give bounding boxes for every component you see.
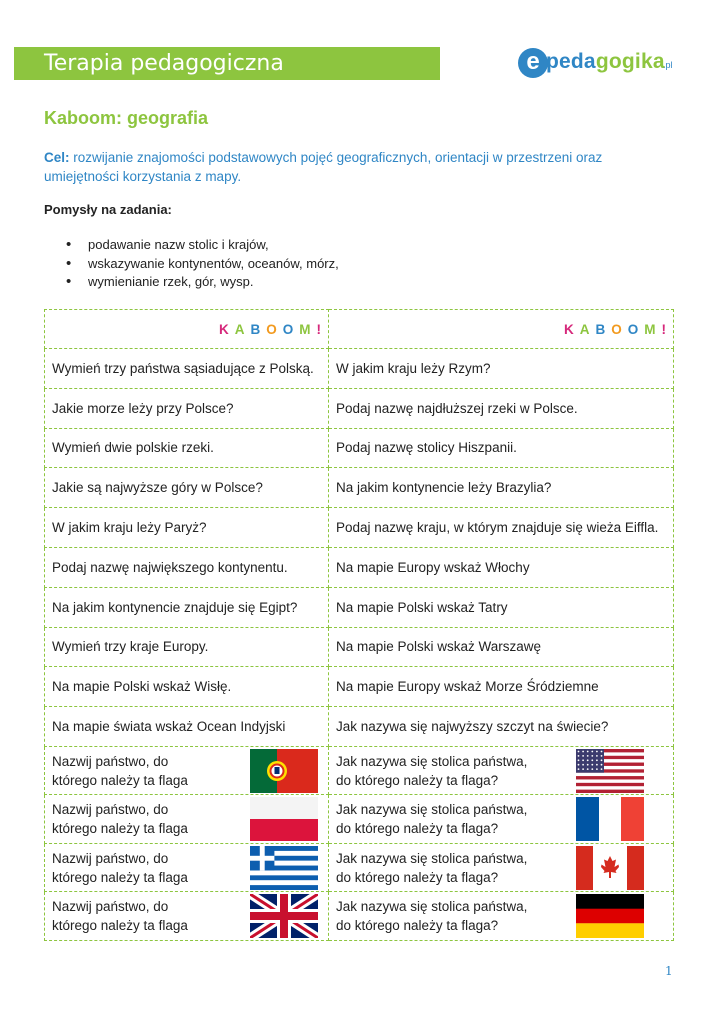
kaboom-letter: A: [234, 321, 251, 337]
kaboom-header-right: [329, 310, 674, 349]
kaboom-letter: B: [595, 321, 612, 337]
card-right[interactable]: Na mapie Europy wskaż Włochy: [329, 547, 674, 587]
kaboom-letter: O: [266, 321, 283, 337]
flag-card-line: którego należy ta flaga: [52, 772, 188, 788]
uk-flag: [250, 894, 318, 938]
table-row: [45, 349, 674, 389]
ideas-list: [66, 236, 339, 292]
flag-card-right[interactable]: [329, 746, 674, 795]
flag-card-question: [52, 849, 188, 887]
flag-card-line: Jak nazywa się stolica państwa,: [336, 753, 528, 769]
card-right[interactable]: Na mapie Europy wskaż Morze Śródziemne: [329, 667, 674, 707]
table-row: [45, 547, 674, 587]
flag-card-line: którego należy ta flaga: [52, 821, 188, 837]
usa-flag: [576, 749, 644, 793]
kaboom-letter: !: [316, 321, 321, 337]
card-right[interactable]: Na mapie Polski wskaż Tatry: [329, 587, 674, 627]
table-row: [45, 843, 674, 892]
flag-card-question: [52, 897, 188, 935]
flag-card-line: do którego należy ta flaga?: [336, 772, 499, 788]
card-left[interactable]: Podaj nazwę największego kontynentu.: [45, 547, 329, 587]
kaboom-letter: A: [579, 321, 596, 337]
kaboom-letter: O: [282, 321, 300, 337]
card-right[interactable]: Podaj nazwę kraju, w którym znajduje się wieża Eiffla.: [329, 508, 674, 548]
table-row: [45, 428, 674, 468]
goal-paragraph: [44, 148, 644, 186]
list-item: • podawanie nazw stolic i krajów,: [66, 236, 339, 255]
table-row: [45, 746, 674, 795]
flag-card-line: Jak nazywa się stolica państwa,: [336, 802, 528, 818]
flag-card-line: Nazwij państwo, do: [52, 753, 169, 769]
card-right[interactable]: Podaj nazwę stolicy Hiszpanii.: [329, 428, 674, 468]
germany-flag: [576, 894, 644, 938]
flag-card-line: Nazwij państwo, do: [52, 850, 169, 866]
ideas-heading: Pomysły na zadania:: [44, 202, 172, 217]
goal-label: Cel:: [44, 150, 70, 165]
logo-word-part2: gogika: [595, 50, 665, 73]
flag-card-right[interactable]: [329, 892, 674, 941]
kaboom-letter: K: [563, 321, 580, 337]
flag-card-right[interactable]: [329, 843, 674, 892]
card-left[interactable]: Na mapie świata wskaż Ocean Indyjski: [45, 707, 329, 747]
portugal-flag: [250, 749, 318, 793]
flag-card-line: do którego należy ta flaga?: [336, 821, 499, 837]
card-left[interactable]: Jakie są najwyższe góry w Polsce?: [45, 468, 329, 508]
flag-card-line: którego należy ta flaga: [52, 918, 188, 934]
flag-card-question: [52, 800, 188, 838]
kaboom-letter: !: [661, 321, 666, 337]
cards-table: [44, 309, 674, 941]
flag-card-left[interactable]: [45, 746, 329, 795]
card-right[interactable]: Na jakim kontynencie leży Brazylia?: [329, 468, 674, 508]
kaboom-header-left: [45, 310, 329, 349]
list-item: • wskazywanie kontynentów, oceanów, mórz,: [66, 255, 339, 274]
card-right[interactable]: Podaj nazwę najdłuższej rzeki w Polsce.: [329, 388, 674, 428]
flag-card-question: [336, 752, 527, 790]
france-flag: [576, 797, 644, 841]
card-right[interactable]: W jakim kraju leży Rzym?: [329, 349, 674, 389]
poland-flag: [250, 797, 318, 841]
flag-card-question: [52, 752, 188, 790]
table-row: [45, 468, 674, 508]
table-row: [45, 627, 674, 667]
flag-card-left[interactable]: [45, 843, 329, 892]
page-title: Kaboom: geografia: [44, 108, 209, 128]
kaboom-letter: O: [611, 321, 628, 337]
card-left[interactable]: W jakim kraju leży Paryż?: [45, 508, 329, 548]
flag-card-left[interactable]: [45, 892, 329, 941]
table-row: [45, 667, 674, 707]
table-row: [45, 795, 674, 844]
kaboom-letter: M: [644, 321, 662, 337]
logo-domain: .pl: [663, 60, 673, 70]
kaboom-letter: B: [250, 321, 267, 337]
flag-card-question: [336, 800, 527, 838]
card-left[interactable]: Na mapie Polski wskaż Wisłę.: [45, 667, 329, 707]
table-row: [45, 508, 674, 548]
table-row: [45, 388, 674, 428]
flag-card-line: Nazwij państwo, do: [52, 802, 169, 818]
card-left[interactable]: Wymień dwie polskie rzeki.: [45, 428, 329, 468]
flag-card-question: [336, 897, 527, 935]
greece-flag: [250, 846, 318, 890]
card-right[interactable]: Jak nazywa się najwyższy szczyt na świecie?: [329, 707, 674, 747]
goal-text: rozwijanie znajomości podstawowych pojęć geograficznych, orientacji w przestrzeni oraz umiejętności korzystania z mapy.: [44, 150, 603, 184]
card-left[interactable]: Wymień trzy państwa sąsiadujące z Polską.: [45, 349, 329, 389]
list-item: • wymienianie rzek, gór, wysp.: [66, 273, 339, 292]
logo-word-part1: peda: [546, 50, 596, 73]
flag-card-line: do którego należy ta flaga?: [336, 918, 499, 934]
canada-flag: [576, 846, 644, 890]
flag-card-line: Jak nazywa się stolica państwa,: [336, 899, 528, 915]
flag-card-line: do którego należy ta flaga?: [336, 869, 499, 885]
table-row: [45, 892, 674, 941]
card-left[interactable]: Jakie morze leży przy Polsce?: [45, 388, 329, 428]
flag-card-question: [336, 849, 527, 887]
kaboom-letter: K: [218, 321, 235, 337]
table-row: [45, 587, 674, 627]
table-row: [45, 707, 674, 747]
page-number: 1: [665, 964, 673, 978]
flag-card-line: którego należy ta flaga: [52, 869, 188, 885]
logo-e-icon: e: [518, 48, 548, 78]
flag-card-left[interactable]: [45, 795, 329, 844]
flag-card-right[interactable]: [329, 795, 674, 844]
card-left[interactable]: Wymień trzy kraje Europy.: [45, 627, 329, 667]
card-left[interactable]: Na jakim kontynencie znajduje się Egipt?: [45, 587, 329, 627]
epedagogika-logo[interactable]: [518, 48, 678, 80]
kaboom-letter: O: [627, 321, 645, 337]
kaboom-letter: M: [299, 321, 317, 337]
flag-card-line: Nazwij państwo, do: [52, 899, 169, 915]
flag-card-line: Jak nazywa się stolica państwa,: [336, 850, 528, 866]
header-title: Terapia pedagogiczna: [14, 47, 440, 80]
card-right[interactable]: Na mapie Polski wskaż Warszawę: [329, 627, 674, 667]
